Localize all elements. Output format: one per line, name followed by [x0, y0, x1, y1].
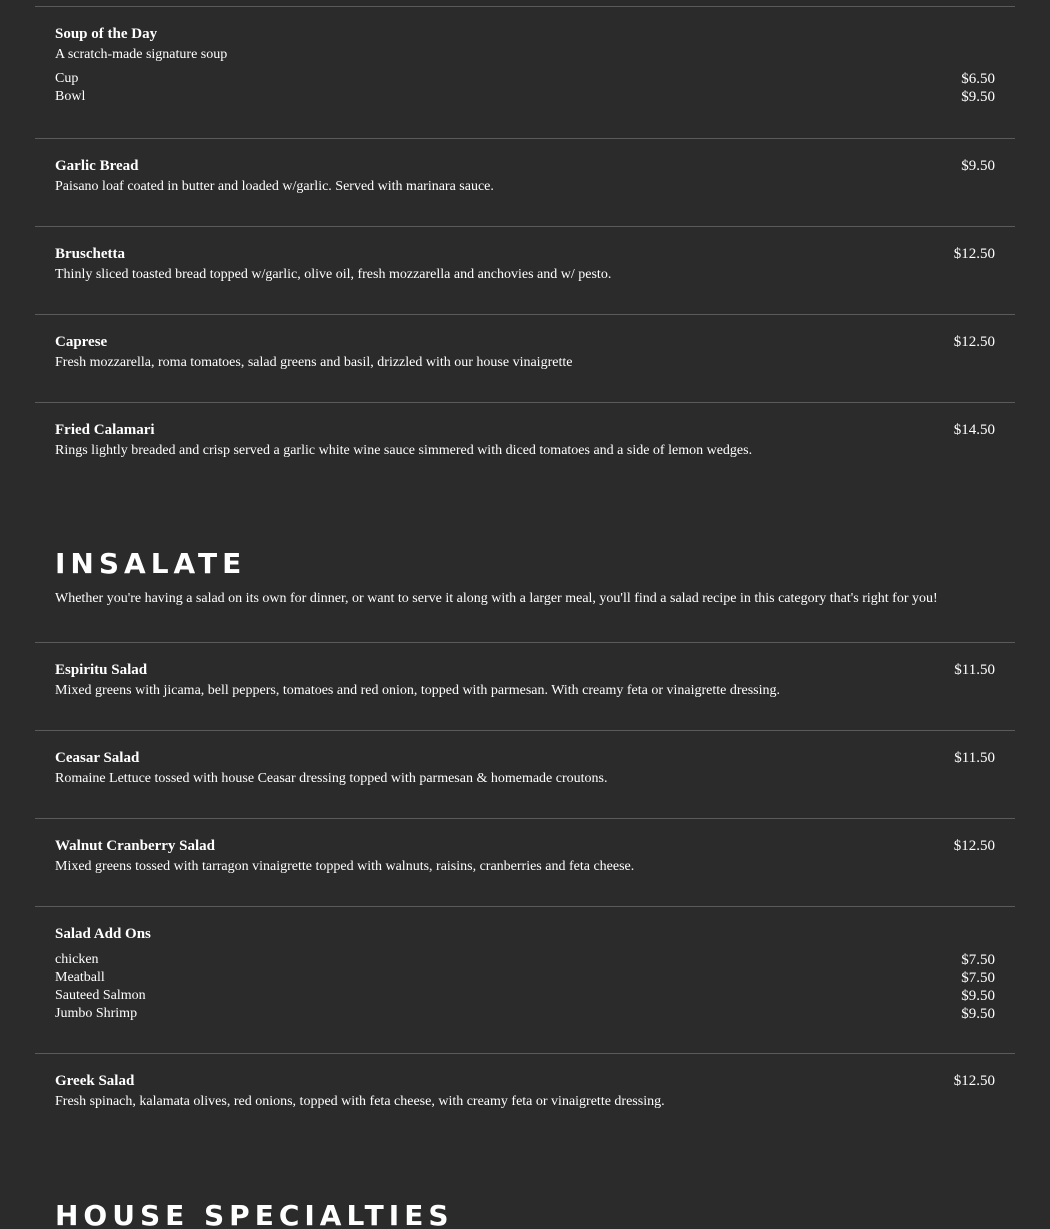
item-price: $14.50 — [953, 422, 995, 438]
item-description: Paisano loaf coated in butter and loaded w/garlic. Served with marinara sauce. — [55, 179, 494, 194]
variant-row — [55, 987, 995, 1005]
item-variants — [55, 951, 995, 1023]
menu-item-soup — [35, 6, 1015, 138]
menu-item-greek-salad — [35, 1053, 1015, 1188]
item-description: Thinly sliced toasted bread topped w/garlic, olive oil, fresh mozzarella and anchovies and w/ pesto. — [55, 267, 612, 282]
variant-row — [55, 1005, 995, 1023]
variant-row — [55, 951, 995, 969]
variant-price: $9.50 — [961, 89, 995, 105]
section-title: INSALATE — [55, 547, 247, 580]
item-price: $12.50 — [953, 334, 995, 350]
menu-item-garlic-bread — [35, 138, 1015, 226]
variant-label: Cup — [55, 71, 79, 86]
item-description: Fresh spinach, kalamata olives, red onions, topped with feta cheese, with creamy feta or vinaigrette dressing. — [55, 1094, 665, 1109]
item-name: Fried Calamari — [55, 422, 155, 438]
item-price: $9.50 — [961, 158, 995, 174]
item-name: Espiritu Salad — [55, 662, 148, 678]
menu-item-walnut-cranberry-salad — [35, 818, 1015, 906]
menu-item-espiritu-salad — [35, 642, 1015, 730]
variant-label: Meatball — [55, 970, 105, 985]
item-description: Romaine Lettuce tossed with house Ceasar dressing topped with parmesan & homemade croutons. — [55, 771, 608, 786]
item-name: Salad Add Ons — [55, 926, 151, 942]
section-house-specialties — [35, 1188, 1015, 1228]
item-name: Soup of the Day — [55, 26, 158, 42]
menu-item-caprese — [35, 314, 1015, 402]
item-name: Garlic Bread — [55, 158, 139, 174]
variant-label: Bowl — [55, 89, 86, 104]
item-description: Mixed greens tossed with tarragon vinaigrette topped with walnuts, raisins, cranberries and feta cheese. — [55, 859, 635, 874]
variant-price: $7.50 — [961, 952, 995, 968]
variant-price: $7.50 — [961, 970, 995, 986]
variant-row — [55, 88, 995, 106]
item-price: $11.50 — [954, 750, 995, 766]
menu-content — [35, 6, 1015, 1228]
section-insalate — [35, 537, 1015, 642]
item-name: Walnut Cranberry Salad — [55, 838, 216, 854]
variant-label: chicken — [55, 952, 99, 967]
variant-price: $9.50 — [961, 988, 995, 1004]
menu-item-ceasar-salad — [35, 730, 1015, 818]
menu-item-salad-add-ons — [35, 906, 1015, 1053]
item-price: $11.50 — [954, 662, 995, 678]
item-variants — [55, 70, 995, 106]
variant-price: $9.50 — [961, 1006, 995, 1022]
variant-row — [55, 70, 995, 88]
menu-item-bruschetta — [35, 226, 1015, 314]
item-price: $12.50 — [953, 1073, 995, 1089]
item-price: $12.50 — [953, 838, 995, 854]
item-description: Fresh mozzarella, roma tomatoes, salad greens and basil, drizzled with our house vinaigrette — [55, 355, 573, 370]
item-name: Ceasar Salad — [55, 750, 140, 766]
section-title: HOUSE SPECIALTIES — [55, 1199, 454, 1229]
item-price: $12.50 — [953, 246, 995, 262]
section-description: Whether you're having a salad on its own for dinner, or want to serve it along with a larger meal, you'll find a salad recipe in this category that's right for you! — [55, 591, 938, 606]
item-description: Rings lightly breaded and crisp served a garlic white wine sauce simmered with diced tomatoes and a side of lemon wedges. — [55, 443, 753, 458]
variant-label: Jumbo Shrimp — [55, 1006, 138, 1021]
item-description: A scratch-made signature soup — [55, 47, 228, 62]
variant-label: Sauteed Salmon — [55, 988, 146, 1003]
variant-row — [55, 969, 995, 987]
item-description: Mixed greens with jicama, bell peppers, tomatoes and red onion, topped with parmesan. With creamy feta or vinaigrette dressing. — [55, 683, 781, 698]
variant-price: $6.50 — [961, 71, 995, 87]
item-name: Caprese — [55, 334, 108, 350]
menu-item-fried-calamari — [35, 402, 1015, 537]
item-name: Bruschetta — [55, 246, 125, 262]
item-name: Greek Salad — [55, 1073, 135, 1089]
